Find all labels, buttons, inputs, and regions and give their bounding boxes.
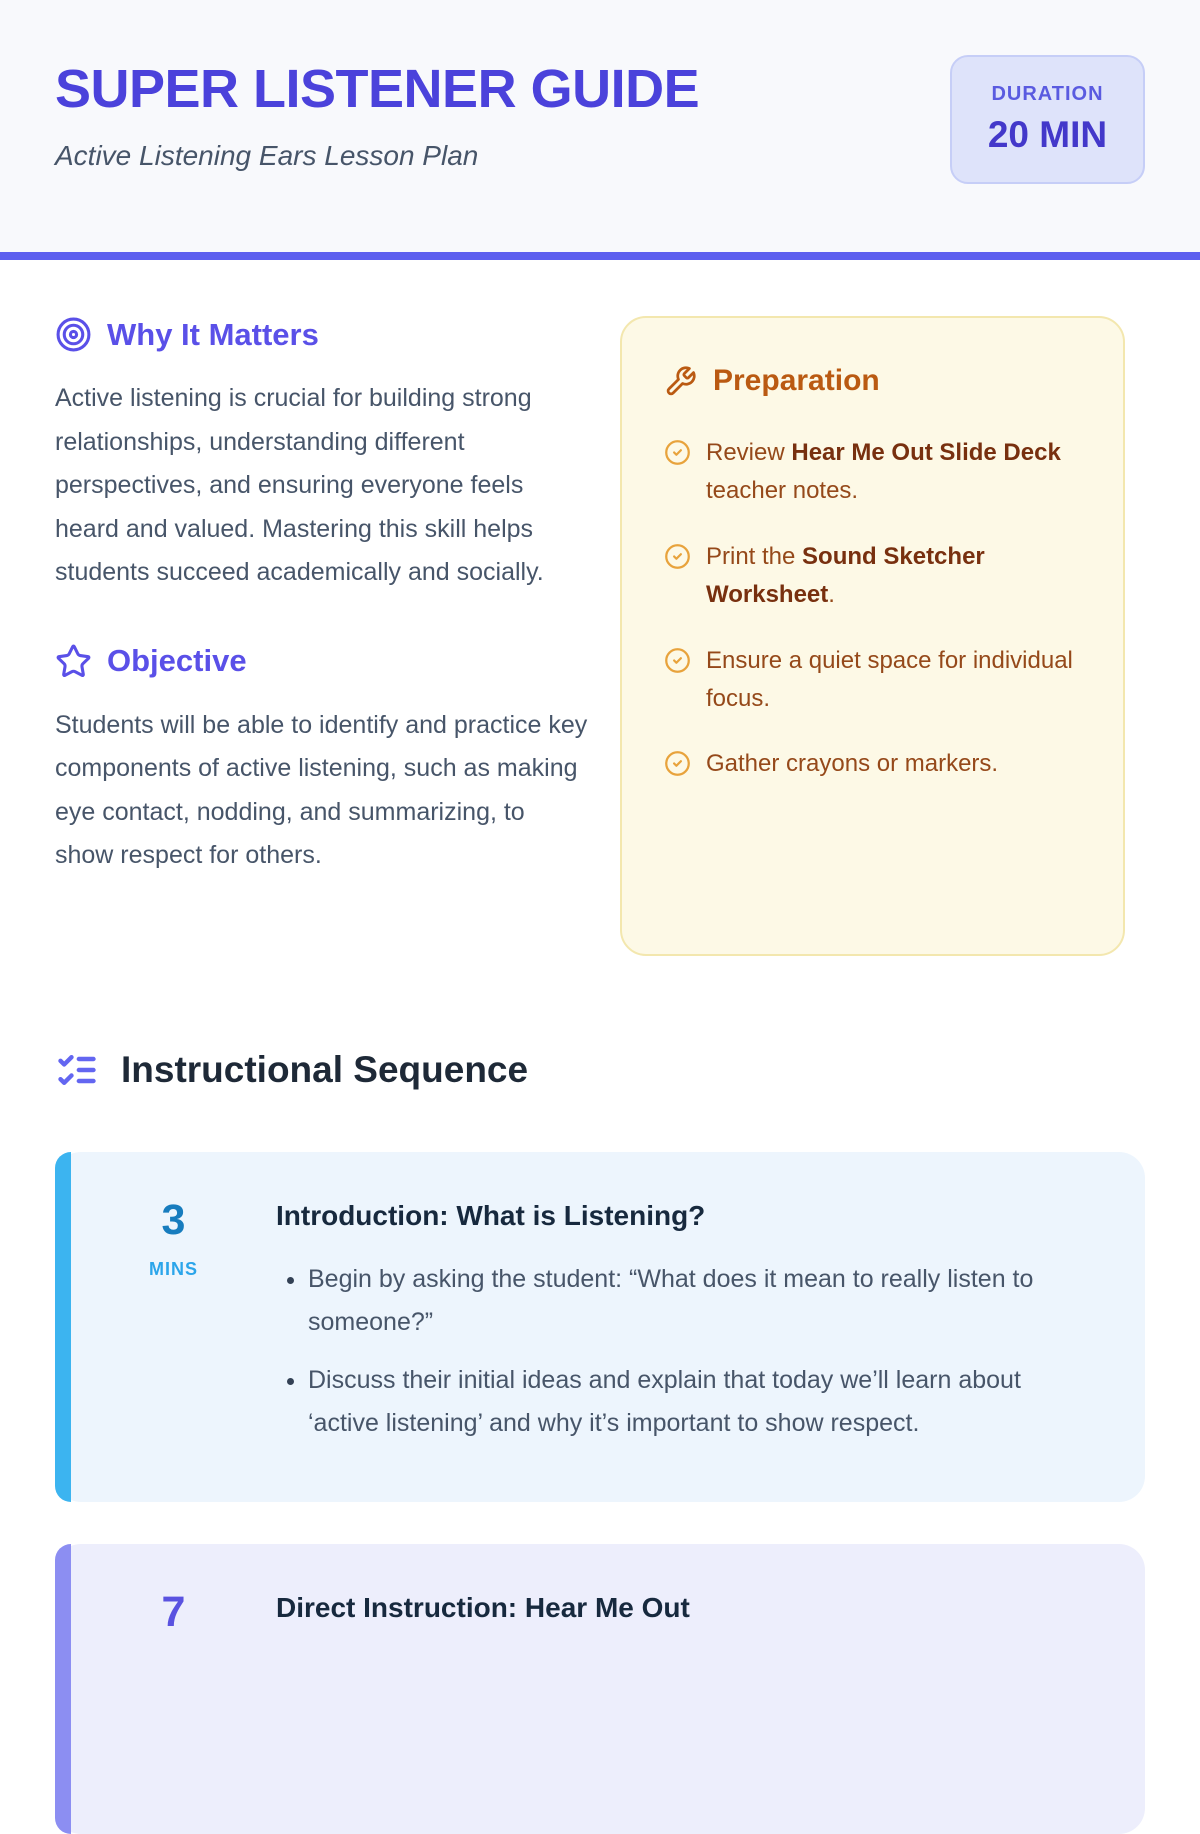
duration-label: DURATION [991,83,1104,105]
title-block [55,58,699,172]
instructional-sequence-title: Instructional Sequence [121,1049,529,1090]
header-divider [0,252,1200,260]
preparation-box [620,316,1125,956]
objective-heading [55,643,590,680]
step-1-title: Introduction: What is Listening? [276,1200,706,1231]
page-title: SUPER LISTENER GUIDE [55,59,700,119]
why-it-matters-section [55,316,590,595]
check-circle-icon [664,647,691,674]
step-2-accent-bar [55,1544,71,1834]
step-2-minutes: 7 [161,1588,186,1636]
duration-badge [950,55,1145,184]
instructional-sequence-heading [55,1048,1145,1092]
step-2-grid [71,1586,1090,1637]
step-1-mins-label: MINS [149,1259,198,1279]
check-circle-icon [664,543,691,570]
preparation-item [664,745,1081,783]
preparation-item-text: Gather crayons or markers. [706,750,999,778]
step-1-time [71,1194,276,1280]
step-2-content [276,1586,1090,1624]
step-2-time [71,1586,276,1637]
duration-value: 20 MIN [987,114,1108,155]
step-1-minutes: 3 [161,1196,186,1244]
why-it-matters-heading [55,316,590,353]
preparation-title: Preparation [713,364,880,397]
objective-title: Objective [107,643,247,678]
preparation-item-text: Print the Sound Sketcher Worksheet. [706,542,985,609]
why-it-matters-body: Active listening is crucial for building strong relationships, understanding different perspectives, and ensuring everyone feels heard and valued. Mastering this skill helps students succeed academically and socially. [55,384,544,586]
main-content [0,260,1200,1834]
step-card-1 [55,1152,1145,1502]
star-icon [55,643,92,680]
step-card-2 [55,1544,1145,1834]
checklist-icon [55,1048,99,1092]
preparation-item-text: Review Hear Me Out Slide Deck teacher notes. [706,439,1061,505]
wrench-icon [664,365,697,398]
preparation-item-text: Ensure a quiet space for individual focus. [706,646,1073,712]
step-1-grid [71,1194,1090,1460]
preparation-heading [664,364,1081,398]
page-subtitle: Active Listening Ears Lesson Plan [55,140,479,171]
preparation-list [664,434,1081,784]
objective-section [55,643,590,878]
step-1-accent-bar [55,1152,71,1502]
step-1-bullet: • Begin by asking the student: “What does it mean to really listen to someone?” [308,1258,1090,1343]
step-1-content [276,1194,1090,1460]
check-circle-icon [664,750,691,777]
objective-body: Students will be able to identify and practice key components of active listening, such as making eye contact, nodding, and summarizing, to show respect for others. [55,710,588,869]
preparation-item [664,434,1081,511]
left-column [55,316,590,956]
why-it-matters-title: Why It Matters [107,316,319,352]
page-header [0,0,1200,252]
step-1-bullet: • Discuss their initial ideas and explain that today we’ll learn about ‘active listening’ and why it’s important to show respect. [308,1359,1090,1444]
step-1-bullets [308,1258,1090,1444]
target-icon [55,316,92,353]
preparation-item [664,538,1081,615]
two-column-layout [55,316,1145,956]
preparation-item [664,642,1081,719]
step-2-title: Direct Instruction: Hear Me Out [276,1592,690,1623]
check-circle-icon [664,439,691,466]
